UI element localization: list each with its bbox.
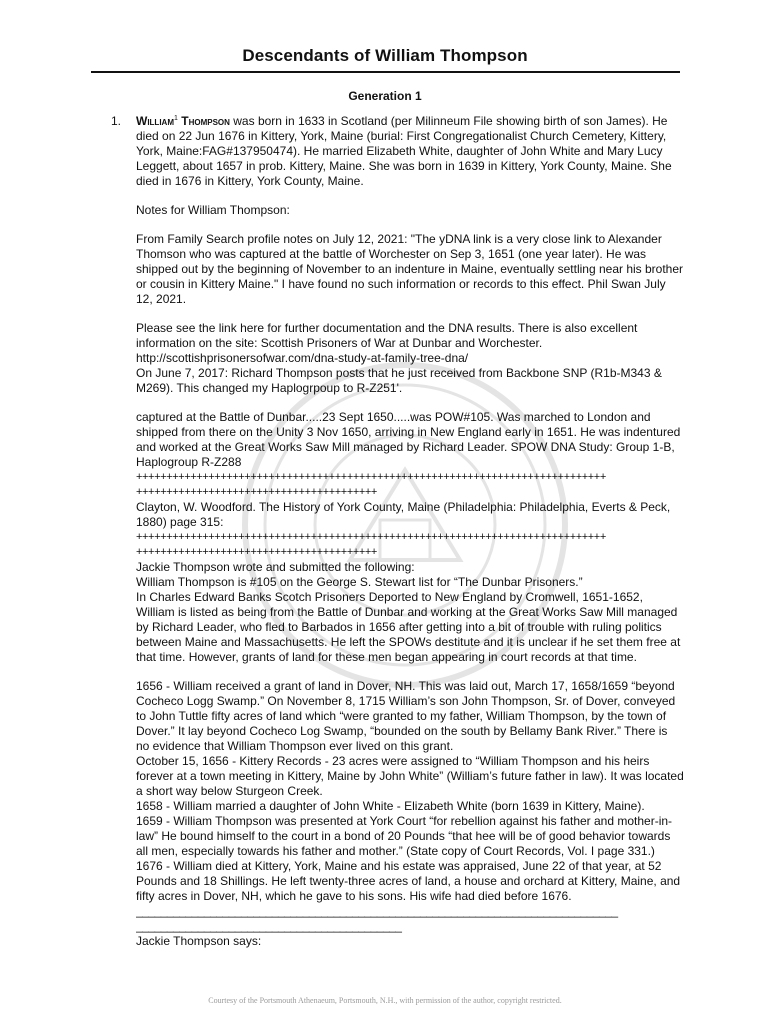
notes-heading: Notes for William Thompson: <box>136 203 290 217</box>
person-last-name: Thompson <box>181 114 230 128</box>
entry-number: 1. <box>111 114 122 128</box>
entry-body <box>136 114 684 949</box>
person-first-name: William <box>136 114 174 128</box>
note-paragraph-haplogroup: On June 7, 2017: Richard Thompson posts that he just received from Backbone SNP (R1b-M343 & M269). This changed my Haplogrpoup to R-Z251'. <box>136 366 662 395</box>
note-paragraph-1656-grant: 1656 - William received a grant of land in Dover, NH. This was laid out, March 17, 1658/1659 “beyond Cocheco Logg Swamp.” On November 8, 1715 William’s son John Thompson, Sr. of Dover, conveyed to John Tuttle fifty acres of land which “were granted to my father, William Thompson, by the town of Dover.” It lay beyond Cocheco Log Swamp, “bounded on the south by Bellamy Bank River.” There is no evidence that William Thompson ever lived on this grant. <box>136 679 676 753</box>
footer-courtesy: Courtesy of the Portsmouth Athenaeum, Portsmouth, N.H., with permission of the author, copyright restricted. <box>208 996 562 1005</box>
documentation-link[interactable]: http://scottishprisonersofwar.com/dna-study-at-family-tree-dna/ <box>136 351 469 365</box>
note-paragraph-1676-death: 1676 - William died at Kittery, York, Maine and his estate was appraised, June 22 of that year, at 52 Pounds and 18 Shillings. He left twenty-three acres of land, a house and orchard at Kittery, Maine, and fifty acres in Dover, NH, which he gave to his sons. His wife had died before 1676. <box>136 859 681 903</box>
generation-heading: Generation 1 <box>348 89 422 103</box>
note-paragraph-kittery-records: October 15, 1656 - Kittery Records - 23 acres were assigned to “William Thompson and his heirs forever at a town meeting in Kittery, Maine by John White” (William’s future father in law). It was located a short way below Sturgeon Creek. <box>136 754 684 798</box>
separator-plus-line: ++++++++++++++++++++++++++++++++++++++++ <box>136 546 377 558</box>
note-paragraph-clayton: Clayton, W. Woodford. The History of York County, Maine (Philadelphia: Philadelphia, Everts & Peck, 1880) page 315: <box>136 500 671 529</box>
generation-superscript: 1 <box>174 115 178 122</box>
note-line-jackie-wrote: Jackie Thompson wrote and submitted the following: <box>136 560 415 574</box>
bio-text: was born in 1633 in Scotland (per Milinneum File showing birth of son James). He died on 22 Jun 1676 in Kittery, York, Maine (burial: First Congregationalist Church Cemetery, Kittery, York, Maine:FAG#137950474). He married Elizabeth White, daughter of John White and Mary Lucy Leggett, about 1657 in prob. Kittery, Maine. She was born in 1639 in Kittery, York County, Maine. She died in 1676 in Kittery, York County, Maine. <box>136 114 672 188</box>
note-paragraph-dunbar: captured at the Battle of Dunbar.....23 Sept 1650.....was POW#105. Was marched to London and shipped from there on the Unity 3 Nov 1650, arriving in New England early in 1651. He was indentured and worked at the Great Works Saw Mill managed by Richard Leader. SPOW DNA Study: Group 1-B, Haplogroup R-Z288 <box>136 410 681 469</box>
separator-plus-line: ++++++++++++++++++++++++++++++++++++++++++++++++++++++++++++++++++++++++++++++ <box>136 531 606 543</box>
note-paragraph-banks: In Charles Edward Banks Scotch Prisoners Deported to New England by Cromwell, 1651-1652, William is listed as being from the Battle of Dunbar and working at the Great Works Saw Mill managed by Richard Leader, who fled to Barbados in 1656 after getting into a bit of trouble with ruling politics between Maine and Massachusetts. He left the SPOWs destitute and it is unclear if he set them free at that time. However, grants of land for these men began appearing in court records at that time. <box>136 590 681 664</box>
document-title: Descendants of William Thompson <box>242 46 528 65</box>
note-paragraph-documentation: Please see the link here for further documentation and the DNA results. There is also excellent information on the site: Scottish Prisoners of War at Dunbar and Worchester. <box>136 321 638 350</box>
separator-plus-line: ++++++++++++++++++++++++++++++++++++++++ <box>136 486 377 498</box>
note-line-stewart-list: William Thompson is #105 on the George S. Stewart list for “The Dunbar Prisoners.” <box>136 575 583 589</box>
note-line-jackie-says: Jackie Thompson says: <box>136 934 262 948</box>
separator-plus-line: ++++++++++++++++++++++++++++++++++++++++++++++++++++++++++++++++++++++++++++++ <box>136 471 606 483</box>
entry-bio <box>136 114 684 189</box>
separator-underscore-line: ___________________________________________ <box>136 919 402 933</box>
note-paragraph-family-search: From Family Search profile notes on July 12, 2021: "The yDNA link is a very close link to Alexander Thomson who was captured at the battle of Worchester on Sep 3, 1651 (one year later). He was shipped out by the beginning of November to an indenture in Maine, eventually settling near his brother or cousin in Kittery Maine." I have found no such information or records to this effect. Phil Swan July 12, 2021. <box>136 232 684 306</box>
separator-underscore-line: ______________________________________________________________________________ <box>136 904 618 918</box>
title-rule <box>91 71 680 73</box>
note-paragraph-1659-court: 1659 - William Thompson was presented at York Court “for rebellion against his father and mother-in-law” He bound himself to the court in a bond of 20 Pounds “that hee will be of good behavior towards all men, especially towards his father and mother.” (State copy of Court Records, Vol. I page 331.) <box>136 814 673 858</box>
note-paragraph-1658-marriage: 1658 - William married a daughter of John White - Elizabeth White (born 1639 in Kittery, Maine). <box>136 799 645 813</box>
